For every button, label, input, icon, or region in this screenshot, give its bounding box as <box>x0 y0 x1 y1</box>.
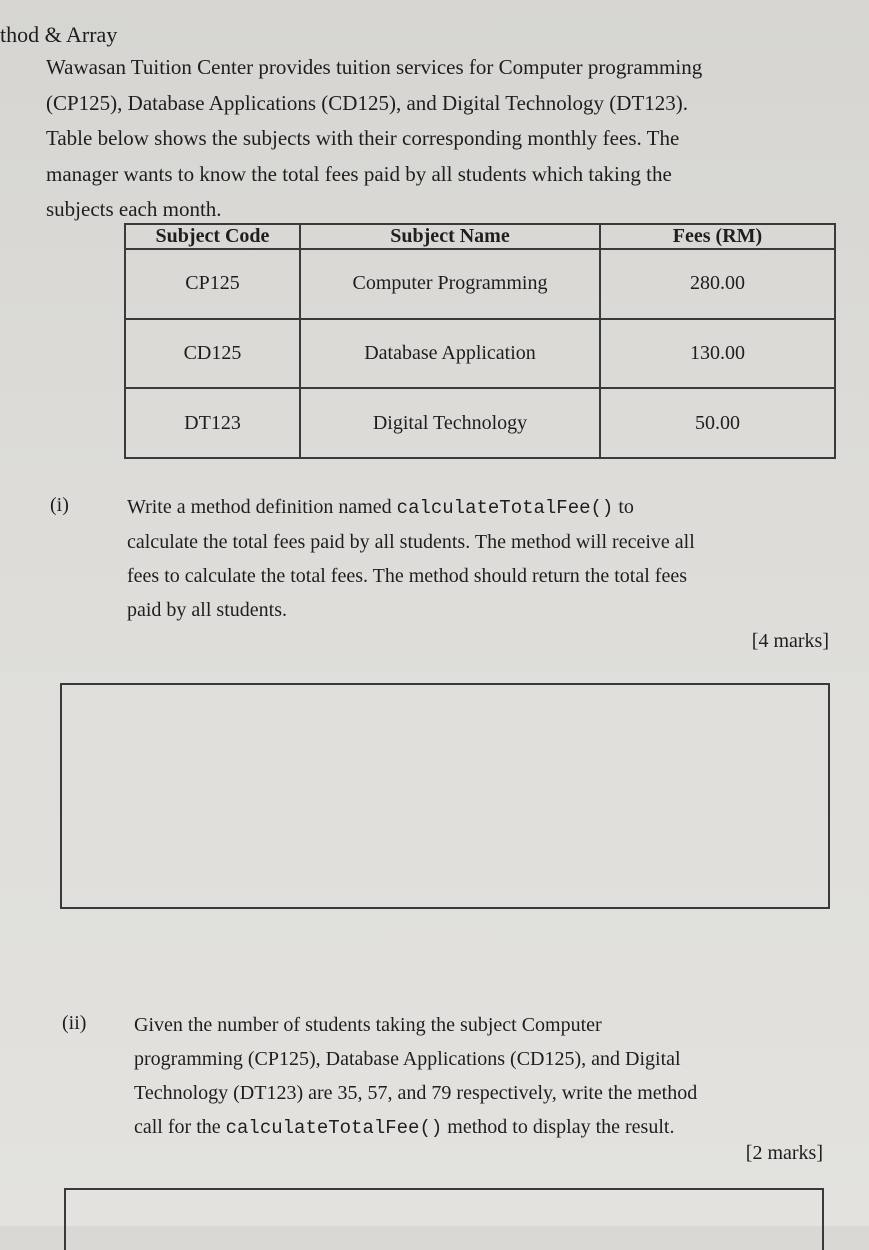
fees-table <box>124 223 836 459</box>
answer-box-i[interactable] <box>60 683 830 909</box>
question-i-text-pre: Write a method definition named <box>127 496 392 518</box>
intro-line: subjects each month. <box>46 197 222 221</box>
cell-subject-code: DT123 <box>125 388 300 458</box>
method-name: calculateTotalFee() <box>225 1117 443 1139</box>
intro-line: Wawasan Tuition Center provides tuition services for Computer programming <box>46 55 703 79</box>
question-i-line <box>127 490 837 525</box>
cell-fee: 130.00 <box>600 319 835 389</box>
method-name: calculateTotalFee() <box>396 497 614 519</box>
intro-line: manager wants to know the total fees paid by all students which taking the <box>46 161 672 186</box>
question-i-line: fees to calculate the total fees. The method should return the total fees <box>127 565 687 587</box>
question-ii-text-pre: call for the <box>134 1116 221 1138</box>
table-row <box>125 249 835 319</box>
cell-subject-name: Digital Technology <box>300 388 600 458</box>
question-ii-line: programming (CP125), Database Applications (CD125), and Digital <box>134 1048 681 1070</box>
cell-fee: 50.00 <box>600 388 835 458</box>
question-i-number: (i) <box>50 494 69 516</box>
question-i-line: paid by all students. <box>127 599 287 621</box>
header-fees: Fees (RM) <box>600 224 835 249</box>
question-ii-text-post: method to display the result. <box>447 1116 675 1138</box>
section-heading: thod & Array <box>0 22 118 47</box>
question-ii-line: Technology (DT123) are 35, 57, and 79 respectively, write the method <box>134 1082 698 1104</box>
question-i-text-post: to <box>618 496 634 518</box>
cell-subject-name: Computer Programming <box>300 249 600 319</box>
question-i-marks: [4 marks] <box>751 630 829 652</box>
question-i-line: calculate the total fees paid by all students. The method will receive all <box>127 531 695 553</box>
intro-line: (CP125), Database Applications (CD125), and Digital Technology (DT123). <box>46 90 689 115</box>
question-i-text <box>127 490 837 627</box>
cell-subject-code: CD125 <box>125 319 300 389</box>
question-ii-text <box>134 1008 834 1145</box>
answer-box-ii[interactable] <box>64 1188 824 1250</box>
table-row <box>125 388 835 458</box>
cell-fee: 280.00 <box>600 249 835 319</box>
intro-paragraph <box>46 50 846 228</box>
question-ii-line: Given the number of students taking the subject Computer <box>134 1014 602 1036</box>
intro-line: Table below shows the subjects with their corresponding monthly fees. The <box>46 126 680 150</box>
table-row <box>125 319 835 389</box>
table-header-row <box>125 224 835 249</box>
cell-subject-name: Database Application <box>300 319 600 389</box>
question-ii-line <box>134 1110 834 1145</box>
header-subject-name: Subject Name <box>300 224 600 249</box>
cell-subject-code: CP125 <box>125 249 300 319</box>
question-ii-number: (ii) <box>62 1012 87 1034</box>
header-subject-code: Subject Code <box>125 224 300 249</box>
question-ii-marks: [2 marks] <box>745 1142 823 1164</box>
